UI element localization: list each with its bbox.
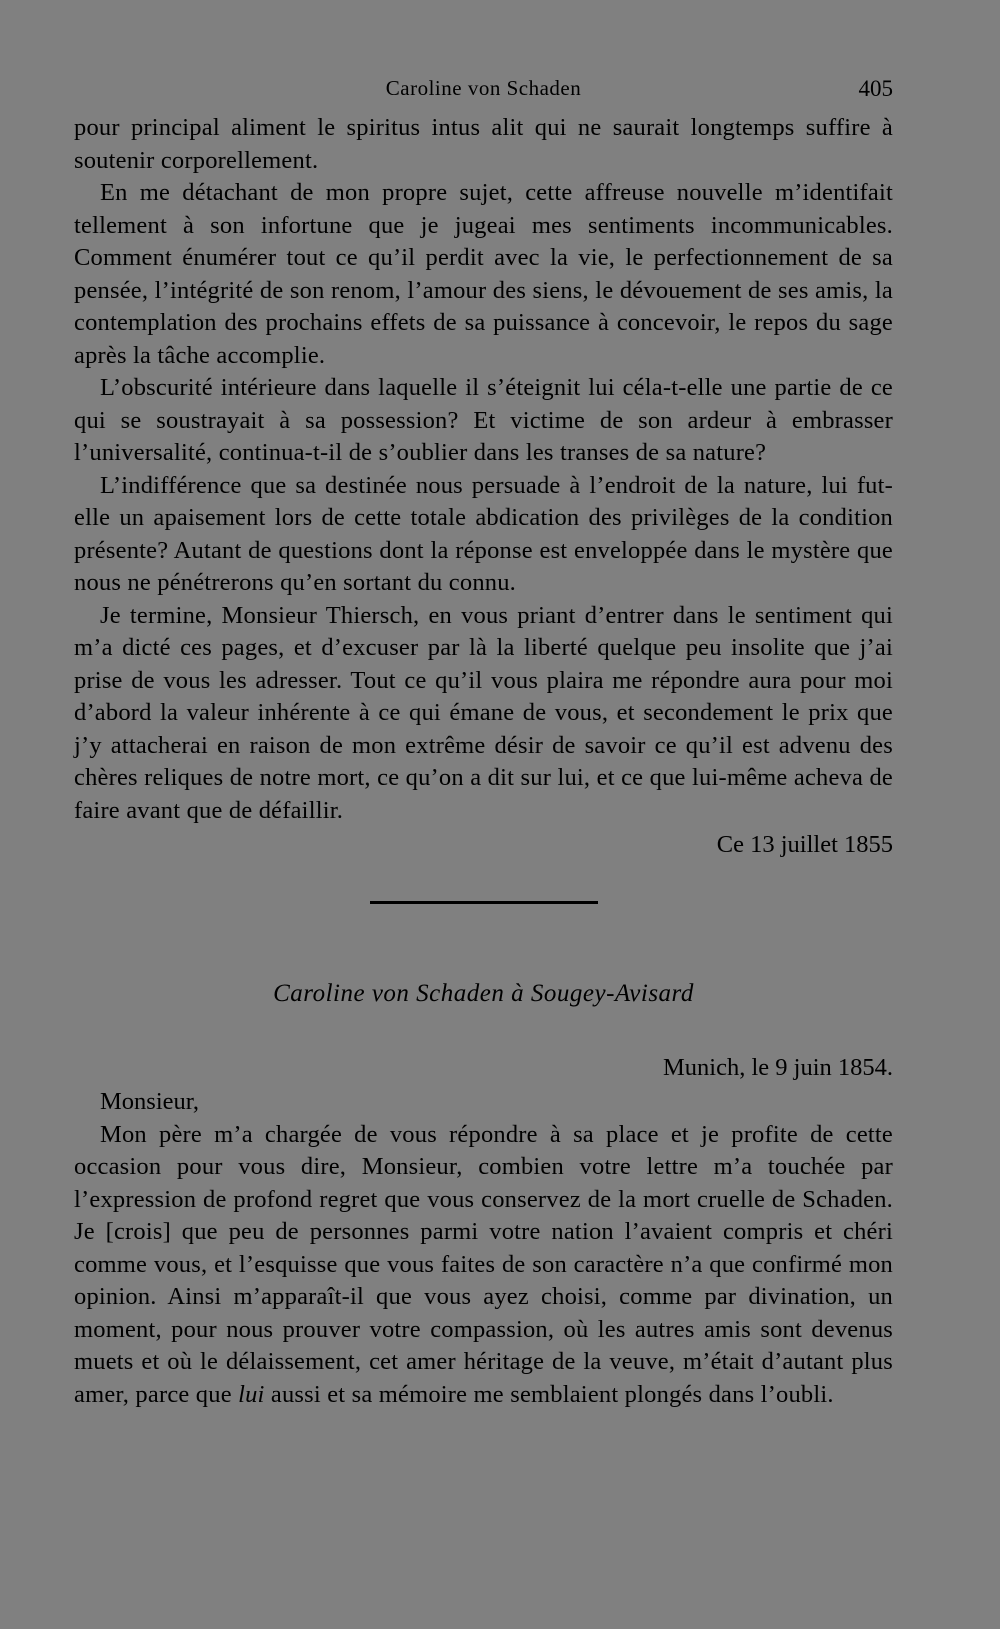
letter-text: aussi et sa mémoire me semblaient plongés dans l’oubli. — [264, 1380, 834, 1408]
letter-place-date: Munich, le 9 juin 1854. — [662, 1054, 893, 1081]
paragraph: pour principal aliment le spiritus intus alit qui ne saurait longtemps suffire à soutenir corporellement. — [74, 114, 893, 174]
letter-text: Mon père m’a chargée de vous répondre à sa place et je profite de cette occasion pour vous dire, Monsieur, combien votre lettre m’a touchée par l’expression de profond regret que vous conservez de la mort cruelle de Schaden. Je [crois] que peu de personnes parmi votre nation l’avaient compris et chéri comme vous, et l’esquisse que vous faites de son caractère n’a que confirmé mon opinion. Ainsi m’apparaît-il que vous ayez choisi, comme par divination, un moment, pour nous prouver votre compassion, où les autres amis sont devenus muets et où le délaissement, cet amer héritage de la veuve, m’était d’autant plus amer, parce que — [74, 1120, 893, 1408]
page-number: 405 — [858, 76, 893, 101]
dateline: Ce 13 juillet 1855 — [716, 831, 893, 858]
paragraph: En me détachant de mon propre sujet, cette affreuse nouvelle m’identifait tellement à son infortune que je jugeai mes sentiments incommunicables. Comment énumérer tout ce qu’il perdit avec la vie, le perfectionnement de sa pensée, l’intégrité de son renom, l’amour des siens, le dévouement de ses amis, la contemplation des prochains effets de sa puissance à concevoir, le repos du sage après la tâche accomplie. — [74, 179, 893, 369]
letter-body — [74, 1119, 893, 1412]
paragraph: Je termine, Monsieur Thiersch, en vous priant d’entrer dans le sentiment qui m’a dicté ces pages, et d’excuser par là la liberté quelque peu insolite que j’ai prise de vous les adresser. Tout ce qu’il vous plaira me répondre aura pour moi d’abord la valeur inhérente à ce qui émane de vous, et secondement le prix que j’y attacherai en raison de mon extrême désir de savoir ce qu’il est advenu des chères reliques de notre mort, ce qu’on a dit sur lui, et ce que lui-même acheva de faire avant que de défaillir. — [74, 601, 893, 824]
paragraph: L’indifférence que sa destinée nous persuade à l’endroit de la nature, lui fut-elle un apaisement lors de cette totale abdication des privilèges de la condition présente? Autant de questions dont la réponse est enveloppée dans le mystère que nous ne pénétrerons qu’en sortant du connu. — [74, 471, 893, 596]
running-header — [74, 68, 893, 112]
paragraph: L’obscurité intérieure dans laquelle il s’éteignit lui céla-t-elle une partie de ce qui se soustrayait à sa possession? Et victime de son ardeur à embrasser l’universalité, continua-t-il de s’oublier dans les transes de sa nature? — [74, 374, 893, 466]
letter-heading: Caroline von Schaden à Sougey-Avisard — [273, 980, 694, 1007]
letter-salutation: Monsieur, — [100, 1088, 200, 1115]
body-text — [74, 112, 893, 827]
paragraph — [74, 1119, 893, 1412]
book-page — [74, 68, 893, 1411]
italic-emphasis: lui — [238, 1380, 265, 1408]
section-divider-rule — [370, 901, 598, 904]
running-title: Caroline von Schaden — [385, 76, 582, 100]
